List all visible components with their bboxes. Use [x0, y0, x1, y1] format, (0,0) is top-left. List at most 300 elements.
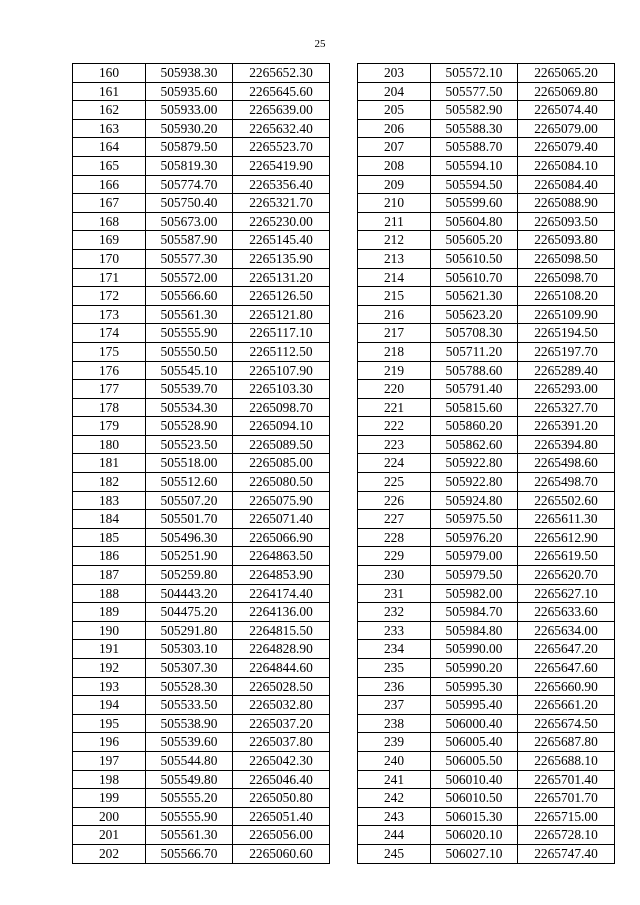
y-coordinate-cell: 2265687.80 — [518, 733, 615, 752]
x-coordinate-cell: 505791.40 — [431, 380, 518, 399]
table-row — [73, 640, 330, 659]
table-row — [73, 566, 330, 585]
y-coordinate-cell: 2265121.80 — [233, 305, 330, 324]
x-coordinate-cell: 505610.50 — [431, 249, 518, 268]
table-row — [73, 659, 330, 678]
table-row — [358, 733, 615, 752]
point-number-cell: 235 — [358, 659, 431, 678]
table-row — [73, 677, 330, 696]
x-coordinate-cell: 505544.80 — [146, 751, 233, 770]
point-number-cell: 182 — [73, 473, 146, 492]
x-coordinate-cell: 505550.50 — [146, 342, 233, 361]
table-row — [73, 528, 330, 547]
x-coordinate-cell: 505572.00 — [146, 268, 233, 287]
point-number-cell: 202 — [73, 844, 146, 863]
y-coordinate-cell: 2265321.70 — [233, 194, 330, 213]
table-row — [73, 361, 330, 380]
point-number-cell: 207 — [358, 138, 431, 157]
x-coordinate-cell: 505862.60 — [431, 435, 518, 454]
point-number-cell: 200 — [73, 807, 146, 826]
x-coordinate-cell: 505610.70 — [431, 268, 518, 287]
x-coordinate-cell: 505555.90 — [146, 324, 233, 343]
point-number-cell: 221 — [358, 398, 431, 417]
x-coordinate-cell: 506020.10 — [431, 826, 518, 845]
y-coordinate-cell: 2265066.90 — [233, 528, 330, 547]
point-number-cell: 181 — [73, 454, 146, 473]
x-coordinate-cell: 505549.80 — [146, 770, 233, 789]
y-coordinate-cell: 2264174.40 — [233, 584, 330, 603]
y-coordinate-cell: 2265674.50 — [518, 714, 615, 733]
x-coordinate-cell: 505879.50 — [146, 138, 233, 157]
table-row — [358, 844, 615, 863]
x-coordinate-cell: 505673.00 — [146, 212, 233, 231]
point-number-cell: 203 — [358, 64, 431, 83]
y-coordinate-cell: 2265084.10 — [518, 156, 615, 175]
point-number-cell: 243 — [358, 807, 431, 826]
x-coordinate-cell: 506000.40 — [431, 714, 518, 733]
table-row — [358, 324, 615, 343]
x-coordinate-cell: 505976.20 — [431, 528, 518, 547]
point-number-cell: 211 — [358, 212, 431, 231]
point-number-cell: 171 — [73, 268, 146, 287]
point-number-cell: 163 — [73, 119, 146, 138]
table-row — [73, 119, 330, 138]
point-number-cell: 188 — [73, 584, 146, 603]
y-coordinate-cell: 2265108.20 — [518, 287, 615, 306]
table-row — [73, 138, 330, 157]
y-coordinate-cell: 2265028.50 — [233, 677, 330, 696]
table-row — [73, 324, 330, 343]
point-number-cell: 208 — [358, 156, 431, 175]
point-number-cell: 206 — [358, 119, 431, 138]
point-number-cell: 244 — [358, 826, 431, 845]
point-number-cell: 179 — [73, 417, 146, 436]
x-coordinate-cell: 505984.70 — [431, 603, 518, 622]
table-row — [358, 417, 615, 436]
table-row — [73, 844, 330, 863]
table-row — [358, 398, 615, 417]
table-row — [358, 640, 615, 659]
table-row — [73, 287, 330, 306]
table-row — [358, 603, 615, 622]
table-row — [73, 82, 330, 101]
table-row — [73, 584, 330, 603]
point-number-cell: 186 — [73, 547, 146, 566]
y-coordinate-cell: 2265117.10 — [233, 324, 330, 343]
table-row — [358, 547, 615, 566]
point-number-cell: 172 — [73, 287, 146, 306]
x-coordinate-cell: 505539.60 — [146, 733, 233, 752]
table-row — [73, 789, 330, 808]
x-coordinate-cell: 505990.20 — [431, 659, 518, 678]
y-coordinate-cell: 2265634.00 — [518, 621, 615, 640]
table-row — [358, 584, 615, 603]
point-number-cell: 229 — [358, 547, 431, 566]
x-coordinate-cell: 505788.60 — [431, 361, 518, 380]
y-coordinate-cell: 2265032.80 — [233, 696, 330, 715]
x-coordinate-cell: 505577.30 — [146, 249, 233, 268]
point-number-cell: 214 — [358, 268, 431, 287]
table-row — [358, 566, 615, 585]
point-number-cell: 168 — [73, 212, 146, 231]
x-coordinate-cell: 505711.20 — [431, 342, 518, 361]
point-number-cell: 218 — [358, 342, 431, 361]
y-coordinate-cell: 2265728.10 — [518, 826, 615, 845]
y-coordinate-cell: 2265620.70 — [518, 566, 615, 585]
x-coordinate-cell: 505938.30 — [146, 64, 233, 83]
point-number-cell: 192 — [73, 659, 146, 678]
table-row — [358, 696, 615, 715]
y-coordinate-cell: 2265293.00 — [518, 380, 615, 399]
x-coordinate-cell: 505566.60 — [146, 287, 233, 306]
y-coordinate-cell: 2265075.90 — [233, 491, 330, 510]
point-number-cell: 194 — [73, 696, 146, 715]
table-row — [358, 212, 615, 231]
point-number-cell: 230 — [358, 566, 431, 585]
x-coordinate-cell: 505594.50 — [431, 175, 518, 194]
point-number-cell: 174 — [73, 324, 146, 343]
point-number-cell: 237 — [358, 696, 431, 715]
y-coordinate-cell: 2265627.10 — [518, 584, 615, 603]
y-coordinate-cell: 2265688.10 — [518, 751, 615, 770]
y-coordinate-cell: 2265098.50 — [518, 249, 615, 268]
x-coordinate-cell: 505984.80 — [431, 621, 518, 640]
table-row — [73, 826, 330, 845]
table-row — [73, 249, 330, 268]
table-row — [358, 789, 615, 808]
y-coordinate-cell: 2265056.00 — [233, 826, 330, 845]
point-number-cell: 236 — [358, 677, 431, 696]
table-row — [358, 138, 615, 157]
table-row — [73, 770, 330, 789]
table-row — [73, 417, 330, 436]
table-row — [73, 547, 330, 566]
x-coordinate-cell: 506005.50 — [431, 751, 518, 770]
table-row — [358, 677, 615, 696]
table-row — [358, 659, 615, 678]
y-coordinate-cell: 2265715.00 — [518, 807, 615, 826]
table-row — [73, 696, 330, 715]
table-row — [358, 231, 615, 250]
y-coordinate-cell: 2265194.50 — [518, 324, 615, 343]
x-coordinate-cell: 505819.30 — [146, 156, 233, 175]
x-coordinate-cell: 505303.10 — [146, 640, 233, 659]
y-coordinate-cell: 2265289.40 — [518, 361, 615, 380]
point-number-cell: 232 — [358, 603, 431, 622]
x-coordinate-cell: 505623.20 — [431, 305, 518, 324]
y-coordinate-cell: 2265197.70 — [518, 342, 615, 361]
y-coordinate-cell: 2265107.90 — [233, 361, 330, 380]
table-row — [73, 305, 330, 324]
y-coordinate-cell: 2264863.50 — [233, 547, 330, 566]
table-row — [73, 212, 330, 231]
point-number-cell: 196 — [73, 733, 146, 752]
point-number-cell: 205 — [358, 101, 431, 120]
table-row — [73, 342, 330, 361]
y-coordinate-cell: 2265079.40 — [518, 138, 615, 157]
table-row — [73, 231, 330, 250]
y-coordinate-cell: 2265701.40 — [518, 770, 615, 789]
table-row — [358, 119, 615, 138]
x-coordinate-cell: 505528.30 — [146, 677, 233, 696]
x-coordinate-cell: 505750.40 — [146, 194, 233, 213]
y-coordinate-cell: 2265112.50 — [233, 342, 330, 361]
x-coordinate-cell: 505561.30 — [146, 305, 233, 324]
table-row — [358, 435, 615, 454]
x-coordinate-cell: 505528.90 — [146, 417, 233, 436]
x-coordinate-cell: 505518.00 — [146, 454, 233, 473]
table-row — [73, 733, 330, 752]
x-coordinate-cell: 505922.80 — [431, 454, 518, 473]
x-coordinate-cell: 504443.20 — [146, 584, 233, 603]
y-coordinate-cell: 2265394.80 — [518, 435, 615, 454]
y-coordinate-cell: 2265645.60 — [233, 82, 330, 101]
x-coordinate-cell: 505995.30 — [431, 677, 518, 696]
table-row — [358, 101, 615, 120]
y-coordinate-cell: 2265498.70 — [518, 473, 615, 492]
table-row — [73, 621, 330, 640]
point-number-cell: 226 — [358, 491, 431, 510]
x-coordinate-cell: 506010.40 — [431, 770, 518, 789]
y-coordinate-cell: 2264853.90 — [233, 566, 330, 585]
x-coordinate-cell: 505930.20 — [146, 119, 233, 138]
y-coordinate-cell: 2265085.00 — [233, 454, 330, 473]
table-row — [73, 473, 330, 492]
point-number-cell: 160 — [73, 64, 146, 83]
point-number-cell: 210 — [358, 194, 431, 213]
table-row — [358, 454, 615, 473]
y-coordinate-cell: 2265747.40 — [518, 844, 615, 863]
table-row — [358, 510, 615, 529]
point-number-cell: 187 — [73, 566, 146, 585]
y-coordinate-cell: 2265074.40 — [518, 101, 615, 120]
point-number-cell: 191 — [73, 640, 146, 659]
y-coordinate-cell: 2265065.20 — [518, 64, 615, 83]
table-row — [358, 714, 615, 733]
y-coordinate-cell: 2265046.40 — [233, 770, 330, 789]
x-coordinate-cell: 505860.20 — [431, 417, 518, 436]
point-number-cell: 161 — [73, 82, 146, 101]
x-coordinate-cell: 506010.50 — [431, 789, 518, 808]
point-number-cell: 223 — [358, 435, 431, 454]
point-number-cell: 173 — [73, 305, 146, 324]
x-coordinate-cell: 505990.00 — [431, 640, 518, 659]
point-number-cell: 180 — [73, 435, 146, 454]
point-number-cell: 212 — [358, 231, 431, 250]
point-number-cell: 228 — [358, 528, 431, 547]
y-coordinate-cell: 2265094.10 — [233, 417, 330, 436]
point-number-cell: 167 — [73, 194, 146, 213]
y-coordinate-cell: 2265089.50 — [233, 435, 330, 454]
table-row — [73, 807, 330, 826]
point-number-cell: 219 — [358, 361, 431, 380]
x-coordinate-cell: 505577.50 — [431, 82, 518, 101]
point-number-cell: 170 — [73, 249, 146, 268]
coordinates-table-left — [72, 63, 330, 864]
y-coordinate-cell: 2265135.90 — [233, 249, 330, 268]
table-row — [358, 156, 615, 175]
point-number-cell: 178 — [73, 398, 146, 417]
x-coordinate-cell: 506027.10 — [431, 844, 518, 863]
table-row — [358, 249, 615, 268]
table-row — [73, 751, 330, 770]
x-coordinate-cell: 505501.70 — [146, 510, 233, 529]
x-coordinate-cell: 505512.60 — [146, 473, 233, 492]
point-number-cell: 234 — [358, 640, 431, 659]
x-coordinate-cell: 505545.10 — [146, 361, 233, 380]
point-number-cell: 215 — [358, 287, 431, 306]
x-coordinate-cell: 505572.10 — [431, 64, 518, 83]
x-coordinate-cell: 505291.80 — [146, 621, 233, 640]
y-coordinate-cell: 2265080.50 — [233, 473, 330, 492]
y-coordinate-cell: 2265103.30 — [233, 380, 330, 399]
table-row — [358, 807, 615, 826]
point-number-cell: 166 — [73, 175, 146, 194]
x-coordinate-cell: 505924.80 — [431, 491, 518, 510]
point-number-cell: 239 — [358, 733, 431, 752]
coordinates-table-right — [357, 63, 615, 864]
table-row — [358, 380, 615, 399]
y-coordinate-cell: 2265639.00 — [233, 101, 330, 120]
x-coordinate-cell: 505555.90 — [146, 807, 233, 826]
point-number-cell: 197 — [73, 751, 146, 770]
x-coordinate-cell: 505995.40 — [431, 696, 518, 715]
x-coordinate-cell: 505935.60 — [146, 82, 233, 101]
x-coordinate-cell: 506005.40 — [431, 733, 518, 752]
point-number-cell: 233 — [358, 621, 431, 640]
table-row — [73, 714, 330, 733]
x-coordinate-cell: 505594.10 — [431, 156, 518, 175]
page-number: 25 — [314, 38, 326, 50]
table-row — [358, 528, 615, 547]
x-coordinate-cell: 505815.60 — [431, 398, 518, 417]
point-number-cell: 227 — [358, 510, 431, 529]
y-coordinate-cell: 2265071.40 — [233, 510, 330, 529]
x-coordinate-cell: 506015.30 — [431, 807, 518, 826]
table-row — [73, 175, 330, 194]
point-number-cell: 209 — [358, 175, 431, 194]
x-coordinate-cell: 505599.60 — [431, 194, 518, 213]
x-coordinate-cell: 505507.20 — [146, 491, 233, 510]
y-coordinate-cell: 2265660.90 — [518, 677, 615, 696]
x-coordinate-cell: 505979.00 — [431, 547, 518, 566]
point-number-cell: 224 — [358, 454, 431, 473]
x-coordinate-cell: 505922.80 — [431, 473, 518, 492]
table-row — [358, 621, 615, 640]
table-row — [73, 101, 330, 120]
table-row — [358, 751, 615, 770]
point-number-cell: 176 — [73, 361, 146, 380]
table-row — [358, 770, 615, 789]
x-coordinate-cell: 505982.00 — [431, 584, 518, 603]
y-coordinate-cell: 2265069.80 — [518, 82, 615, 101]
x-coordinate-cell: 505604.80 — [431, 212, 518, 231]
point-number-cell: 216 — [358, 305, 431, 324]
point-number-cell: 238 — [358, 714, 431, 733]
y-coordinate-cell: 2265652.30 — [233, 64, 330, 83]
y-coordinate-cell: 2265098.70 — [518, 268, 615, 287]
x-coordinate-cell: 505588.30 — [431, 119, 518, 138]
table-row — [73, 156, 330, 175]
table-row — [73, 491, 330, 510]
point-number-cell: 245 — [358, 844, 431, 863]
y-coordinate-cell: 2265612.90 — [518, 528, 615, 547]
y-coordinate-cell: 2265647.60 — [518, 659, 615, 678]
point-number-cell: 220 — [358, 380, 431, 399]
point-number-cell: 193 — [73, 677, 146, 696]
y-coordinate-cell: 2265093.80 — [518, 231, 615, 250]
point-number-cell: 184 — [73, 510, 146, 529]
y-coordinate-cell: 2265502.60 — [518, 491, 615, 510]
y-coordinate-cell: 2265391.20 — [518, 417, 615, 436]
point-number-cell: 225 — [358, 473, 431, 492]
y-coordinate-cell: 2265079.00 — [518, 119, 615, 138]
y-coordinate-cell: 2265230.00 — [233, 212, 330, 231]
point-number-cell: 213 — [358, 249, 431, 268]
table-row — [358, 82, 615, 101]
y-coordinate-cell: 2265327.70 — [518, 398, 615, 417]
table-row — [358, 268, 615, 287]
y-coordinate-cell: 2265109.90 — [518, 305, 615, 324]
table-row — [73, 603, 330, 622]
x-coordinate-cell: 505605.20 — [431, 231, 518, 250]
y-coordinate-cell: 2265126.50 — [233, 287, 330, 306]
x-coordinate-cell: 505534.30 — [146, 398, 233, 417]
point-number-cell: 222 — [358, 417, 431, 436]
y-coordinate-cell: 2264136.00 — [233, 603, 330, 622]
table-row — [73, 194, 330, 213]
x-coordinate-cell: 505259.80 — [146, 566, 233, 585]
y-coordinate-cell: 2265356.40 — [233, 175, 330, 194]
table-row — [358, 826, 615, 845]
point-number-cell: 164 — [73, 138, 146, 157]
table-row — [73, 398, 330, 417]
point-number-cell: 198 — [73, 770, 146, 789]
table-row — [73, 268, 330, 287]
y-coordinate-cell: 2265084.40 — [518, 175, 615, 194]
point-number-cell: 231 — [358, 584, 431, 603]
table-row — [358, 194, 615, 213]
table-row — [358, 342, 615, 361]
x-coordinate-cell: 505251.90 — [146, 547, 233, 566]
y-coordinate-cell: 2265037.20 — [233, 714, 330, 733]
y-coordinate-cell: 2265619.50 — [518, 547, 615, 566]
x-coordinate-cell: 505587.90 — [146, 231, 233, 250]
y-coordinate-cell: 2264815.50 — [233, 621, 330, 640]
y-coordinate-cell: 2265050.80 — [233, 789, 330, 808]
x-coordinate-cell: 505496.30 — [146, 528, 233, 547]
y-coordinate-cell: 2265131.20 — [233, 268, 330, 287]
y-coordinate-cell: 2265647.20 — [518, 640, 615, 659]
point-number-cell: 169 — [73, 231, 146, 250]
x-coordinate-cell: 505933.00 — [146, 101, 233, 120]
table-row — [358, 361, 615, 380]
point-number-cell: 185 — [73, 528, 146, 547]
y-coordinate-cell: 2265098.70 — [233, 398, 330, 417]
y-coordinate-cell: 2264844.60 — [233, 659, 330, 678]
point-number-cell: 183 — [73, 491, 146, 510]
table-row — [73, 380, 330, 399]
table-row — [358, 473, 615, 492]
x-coordinate-cell: 505774.70 — [146, 175, 233, 194]
table-row — [358, 64, 615, 83]
x-coordinate-cell: 505975.50 — [431, 510, 518, 529]
table-row — [73, 64, 330, 83]
y-coordinate-cell: 2265419.90 — [233, 156, 330, 175]
x-coordinate-cell: 505708.30 — [431, 324, 518, 343]
table-row — [358, 175, 615, 194]
x-coordinate-cell: 505588.70 — [431, 138, 518, 157]
